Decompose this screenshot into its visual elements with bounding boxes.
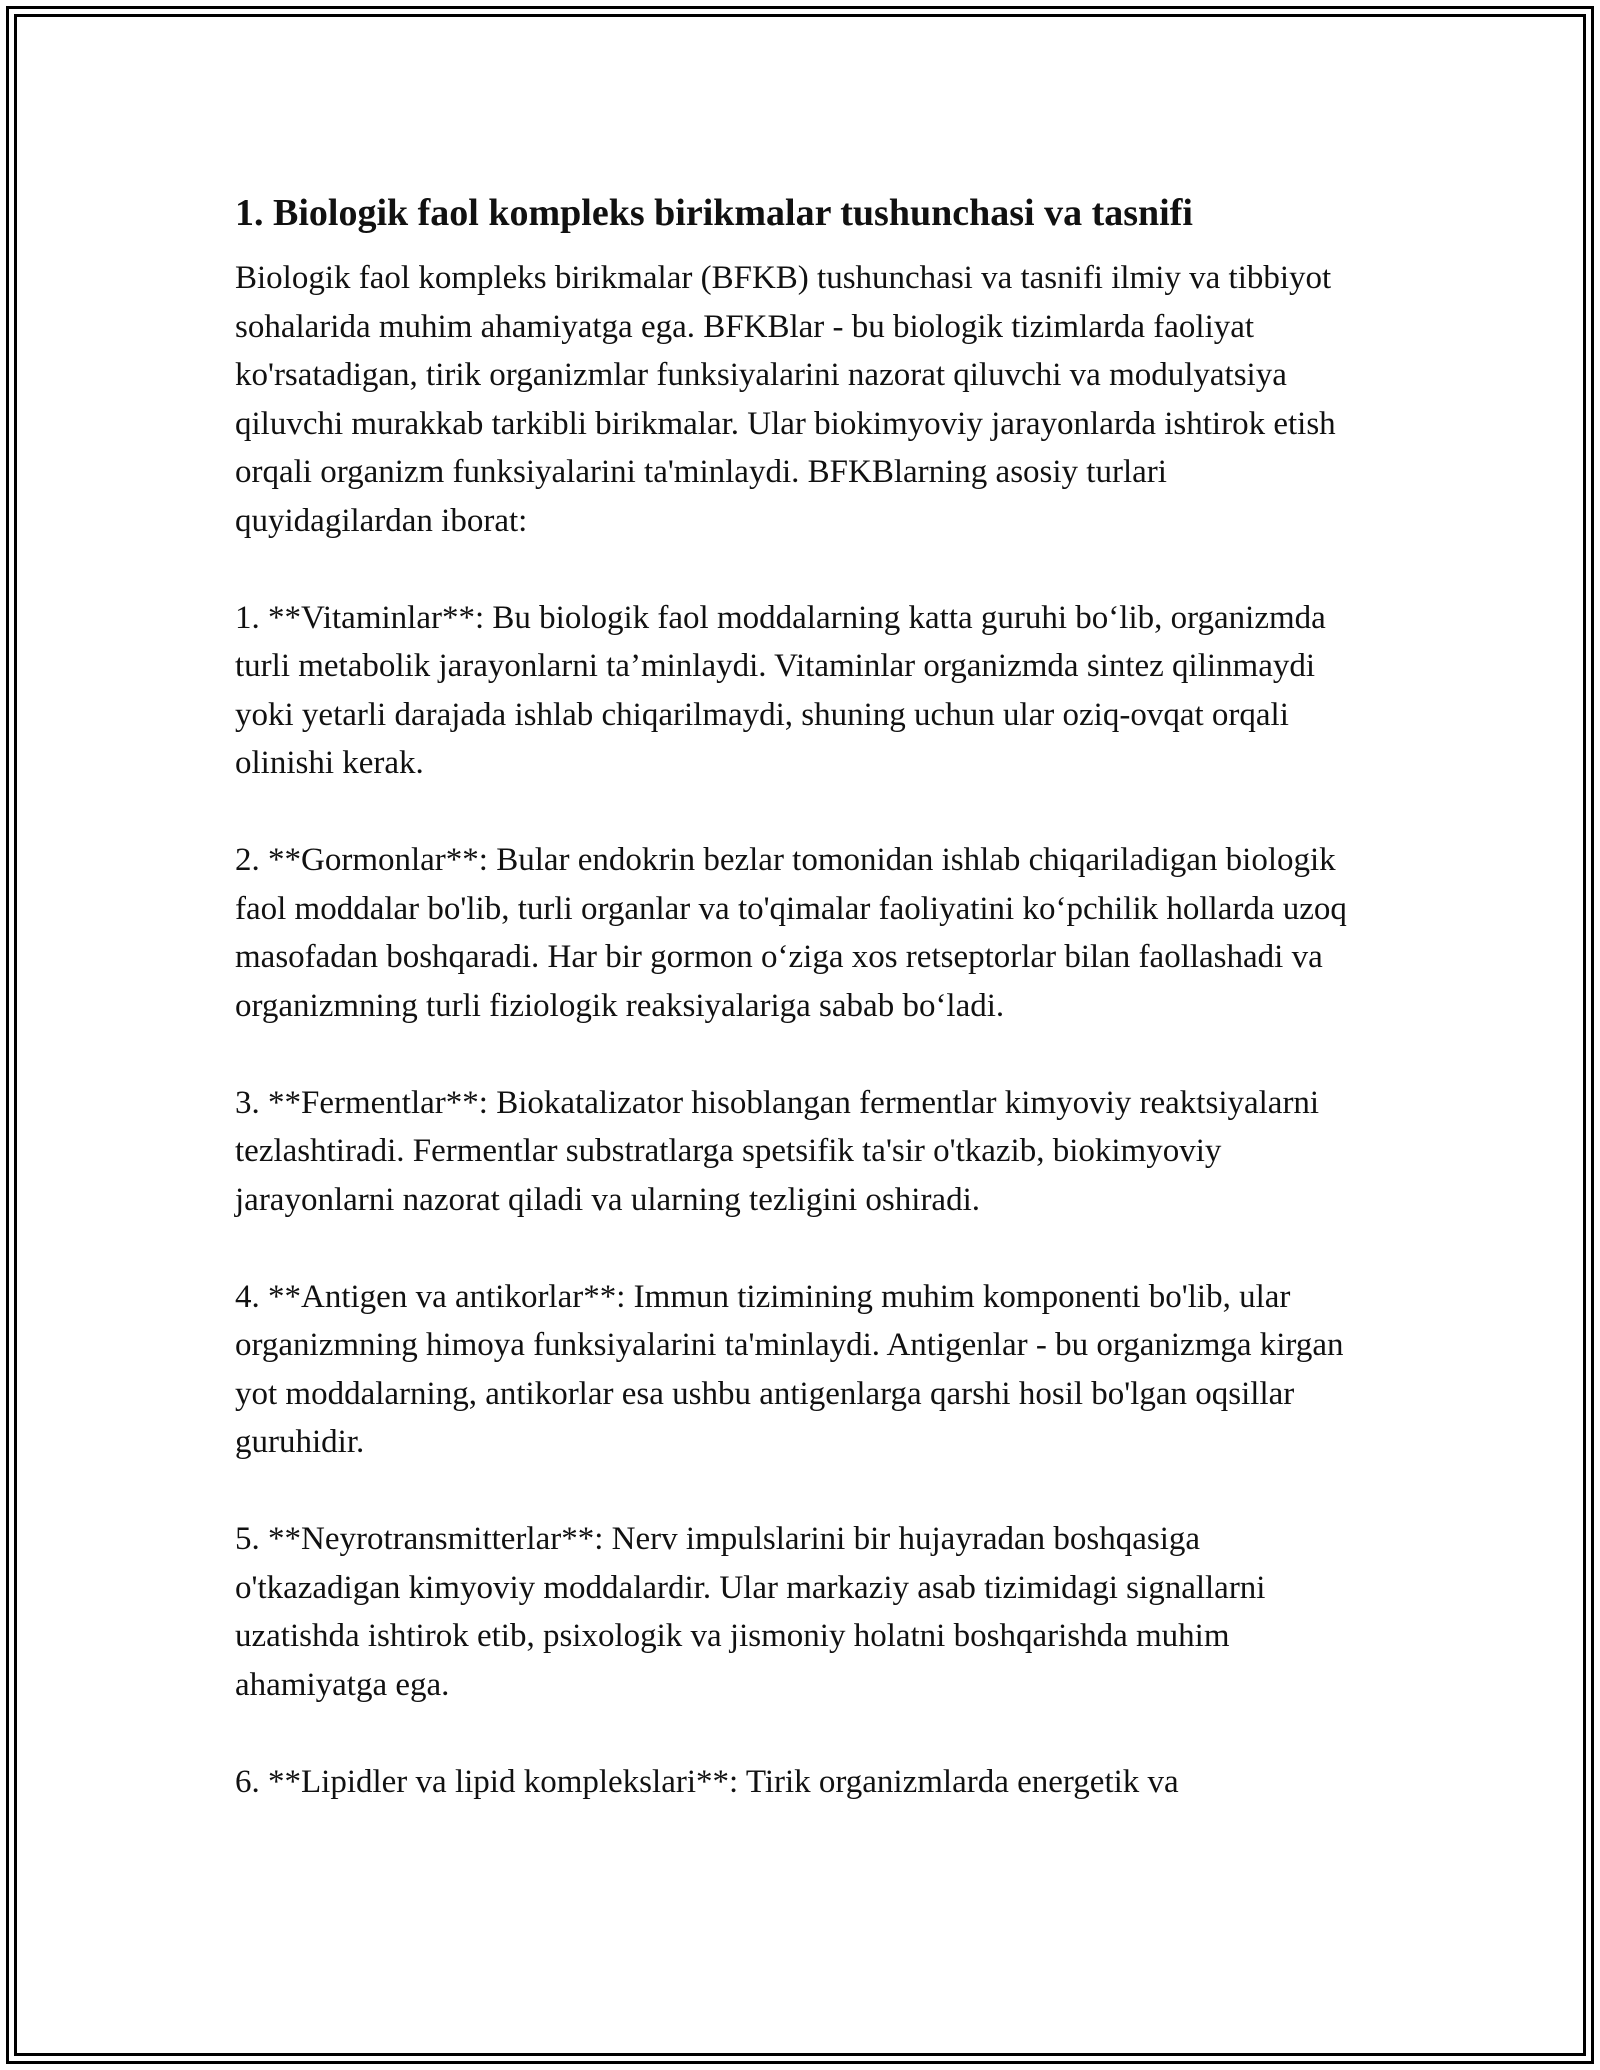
paragraph-spacer: [235, 545, 1370, 594]
document-body: [235, 188, 1370, 1806]
list-item-fermentlar: 3. **Fermentlar**: Biokatalizator hisoblangan fermentlar kimyoviy reaktsiyalarni tezlashtiradi. Fermentlar substratlarga spetsifik ta'sir o'tkazib, biokimyoviy jarayonlarni nazorat qiladi va ularning tezligini oshiradi.: [235, 1084, 1320, 1218]
list-item-gormonlar: 2. **Gormonlar**: Bular endokrin bezlar tomonidan ishlab chiqariladigan biologik faol moddalar bo'lib, turli organlar va to'qimalar faoliyatini ko‘pchilik hollarda uzoq masofadan boshqaradi. Har bir gormon o‘ziga xos retseptorlar bilan faollashadi va organizmning turli fiziologik reaksiyalariga sabab bo‘ladi.: [235, 842, 1347, 1024]
paragraph-spacer: [235, 1467, 1370, 1516]
list-item-vitaminlar: 1. **Vitaminlar**: Bu biologik faol moddalarning katta guruhi bo‘lib, organizmda turli metabolik jarayonlarni ta’minlaydi. Vitaminlar organizmda sintez qilinmaydi yoki yetarli darajada ishlab chiqarilmaydi, shuning uchun ular oziq-ovqat orqali olinishi kerak.: [235, 599, 1326, 781]
paragraph-spacer: [235, 1709, 1370, 1758]
list-item-lipidler: 6. **Lipidler va lipid komplekslari**: Tirik organizmlarda energetik va: [235, 1763, 1179, 1800]
paragraph-spacer: [235, 788, 1370, 837]
paragraph-spacer: [235, 1030, 1370, 1079]
paragraph-spacer: [235, 1224, 1370, 1273]
section-heading: 1. Biologik faol kompleks birikmalar tushunchasi va tasnifi: [235, 192, 1193, 234]
list-item-neyrotransmitterlar: 5. **Neyrotransmitterlar**: Nerv impulslarini bir hujayradan boshqasiga o'tkazadigan kimyoviy moddalardir. Ular markaziy asab tizimidagi signallarni uzatishda ishtirok etib, psixologik va jismoniy holatni boshqarishda muhim ahamiyatga ega.: [235, 1521, 1266, 1703]
list-item-antigen-antikorlar: 4. **Antigen va antikorlar**: Immun tizimining muhim komponenti bo'lib, ular organizmning himoya funksiyalarini ta'minlaydi. Antigenlar - bu organizmga kirgan yot moddalarning, antikorlar esa ushbu antigenlarga qarshi hosil bo'lgan oqsillar guruhidir.: [235, 1278, 1344, 1460]
intro-paragraph: Biologik faol kompleks birikmalar (BFKB) tushunchasi va tasnifi ilmiy va tibbiyot sohalarida muhim ahamiyatga ega. BFKBlar - bu biologik tizimlarda faoliyat ko'rsatadigan, tirik organizmlar funksiyalarini nazorat qiluvchi va modulyatsiya qiluvchi murakkab tarkibli birikmalar. Ular biokimyoviy jarayonlarda ishtirok etish orqali organizm funksiyalarini ta'minlaydi. BFKBlarning asosiy turlari quyidagilardan iborat:: [235, 260, 1336, 539]
